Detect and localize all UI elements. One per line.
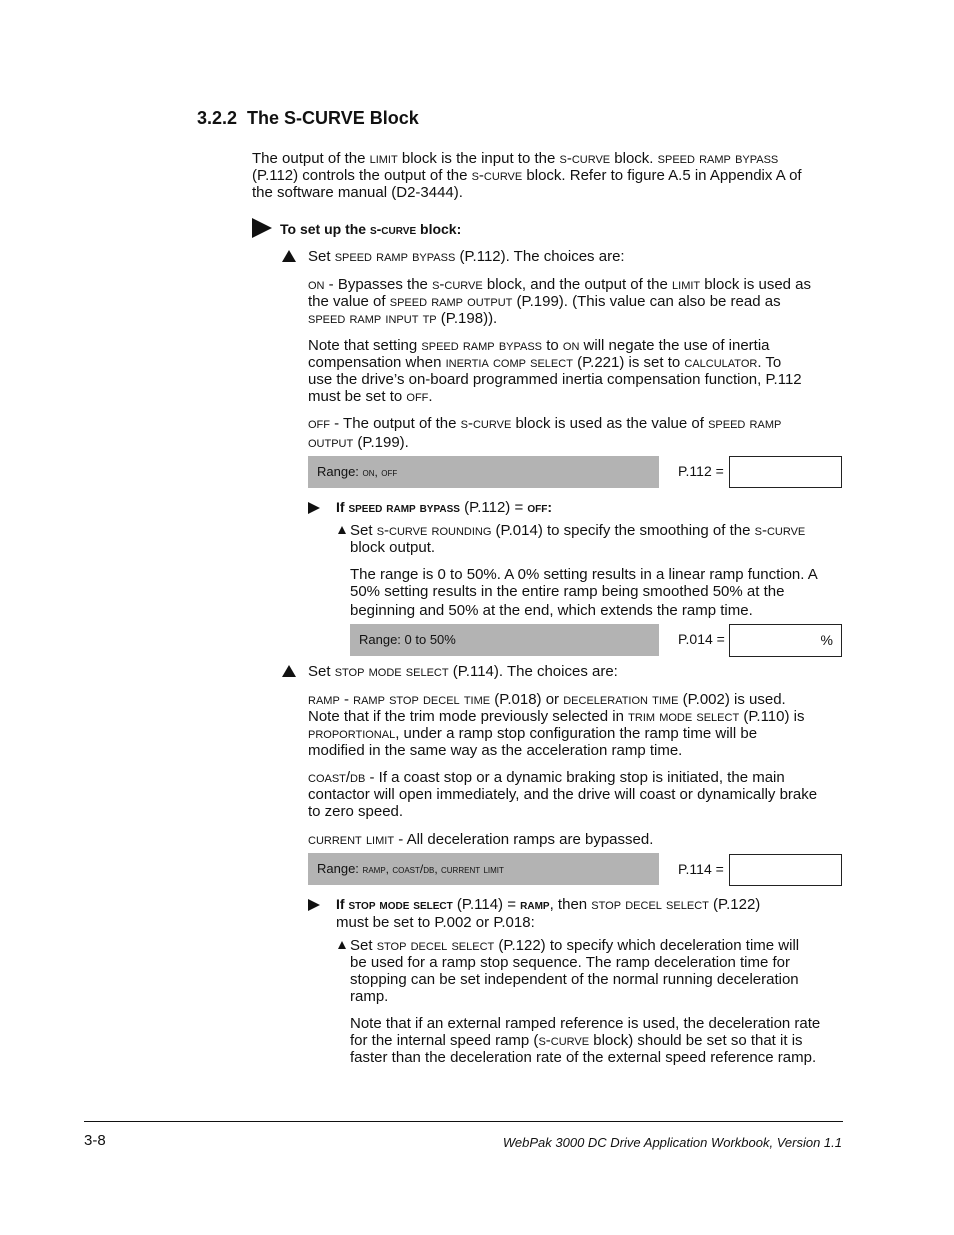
- step1-note-line-2: compensation when inertia comp select (P.221) is set to calculator. To: [308, 354, 782, 371]
- sub1-range-text-1: The range is 0 to 50%. A 0% setting results in a linear ramp function. A: [350, 566, 818, 583]
- condition-speed-ramp-bypass-off: If speed ramp bypass (P.112) = off:: [336, 499, 553, 516]
- param-label-p014: P.014 =: [678, 631, 725, 647]
- intro-line-1: The output of the limit block is the input to the s-curve block. speed ramp bypass: [252, 150, 779, 167]
- step2-ramp-line-4: modified in the same way as the acceleration ramp time.: [308, 742, 683, 759]
- sub2-note-line-1: Note that if an external ramped reference is used, the deceleration rate: [350, 1015, 821, 1032]
- range-bar-p014: Range: 0 to 50%: [350, 624, 659, 656]
- step1-off-line-2: output (P.199).: [308, 434, 409, 451]
- procedure-arrow-icon: [252, 218, 272, 238]
- step1-note-line-4: must be set to off.: [308, 388, 433, 405]
- section-heading: [197, 107, 419, 129]
- step2-coast-line-1: coast/db - If a coast stop or a dynamic braking stop is initiated, the main: [308, 769, 785, 786]
- step1-off-line-1: off - The output of the s-curve block is used as the value of speed ramp: [308, 415, 782, 432]
- footer-rule: [84, 1121, 843, 1122]
- sub2-line-2: be used for a ramp stop sequence. The ramp deceleration time for: [350, 954, 790, 971]
- step-triangle-icon: [282, 250, 296, 262]
- substep-triangle-icon: [338, 526, 346, 534]
- param-label-p114: P.114 =: [678, 861, 724, 877]
- step2-text: Set stop mode select (P.114). The choices are:: [308, 663, 618, 680]
- step2-ramp-line-1: ramp - ramp stop decel time (P.018) or deceleration time (P.002) is used.: [308, 691, 786, 708]
- param-label-p112: P.112 =: [678, 463, 724, 479]
- param-entry-box-p014[interactable]: %: [729, 624, 842, 657]
- sub2-line-3: stopping can be set independent of the normal running deceleration: [350, 971, 799, 988]
- page-number: 3-8: [84, 1132, 106, 1149]
- step1-note-line-3: use the drive’s on-board programmed inertia compensation function, P.112: [308, 371, 802, 388]
- range-bar-p112: Range: on, off: [308, 456, 659, 488]
- sub2-note-line-2: for the internal speed ramp (s-curve block) should be set so that it is: [350, 1032, 803, 1049]
- step1-on-line-1: on - Bypasses the s-curve block, and the output of the limit block is used as: [308, 276, 812, 293]
- sub1-range-text-2: 50% setting results in the entire ramp being smoothed 50% at the: [350, 583, 785, 600]
- step-triangle-icon: [282, 665, 296, 677]
- step2-ramp-line-2: Note that if the trim mode previously selected in trim mode select (P.110) is: [308, 708, 805, 725]
- step1-text: Set speed ramp bypass (P.112). The choices are:: [308, 248, 625, 265]
- step2-coast-line-2: contactor will open immediately, and the drive will coast or dynamically brake: [308, 786, 818, 803]
- condition-pointer-icon: [308, 502, 320, 514]
- sub2-line-4: ramp.: [350, 988, 389, 1005]
- step2-ramp-line-3: proportional, under a ramp stop configuration the ramp time will be: [308, 725, 758, 742]
- substep-triangle-icon: [338, 941, 346, 949]
- sub2-note-line-3: faster than the deceleration rate of the external speed reference ramp.: [350, 1049, 817, 1066]
- condition-stop-mode-ramp-line-2: must be set to P.002 or P.018:: [336, 914, 535, 931]
- step2-current-limit-line: current limit - All deceleration ramps are bypassed.: [308, 831, 654, 848]
- procedure-title: To set up the s-curve block:: [280, 221, 462, 237]
- param-entry-box-p114[interactable]: [729, 854, 842, 886]
- footer-document-title: WebPak 3000 DC Drive Application Workbook, Version 1.1: [502, 1135, 842, 1150]
- sub2-line-1: Set stop decel select (P.122) to specify which deceleration time will: [350, 937, 800, 954]
- step1-note-line-1: Note that setting speed ramp bypass to on will negate the use of inertia: [308, 337, 770, 354]
- param-entry-box-p112[interactable]: [729, 456, 842, 488]
- sub1-line-2: block output.: [350, 539, 436, 556]
- step1-on-line-2: the value of speed ramp output (P.199). (This value can also be read as: [308, 293, 781, 310]
- sub1-line-1: Set s-curve rounding (P.014) to specify the smoothing of the s-curve: [350, 522, 806, 539]
- condition-pointer-icon: [308, 899, 320, 911]
- step2-coast-line-3: to zero speed.: [308, 803, 404, 820]
- range-bar-p114: Range: ramp, coast/db, current limit: [308, 853, 659, 885]
- intro-line-3: the software manual (D2-3444).: [252, 184, 463, 201]
- section-number: 3.2.2: [197, 108, 238, 128]
- intro-line-2: (P.112) controls the output of the s-curve block. Refer to figure A.5 in Appendix A of: [252, 167, 802, 184]
- section-title: The S-CURVE Block: [247, 108, 419, 128]
- sub1-range-text-3: beginning and 50% at the end, which extends the ramp time.: [350, 602, 753, 619]
- condition-stop-mode-ramp: If stop mode select (P.114) = ramp, then stop decel select (P.122): [336, 896, 761, 913]
- step1-on-line-3: speed ramp input tp (P.198)).: [308, 310, 498, 327]
